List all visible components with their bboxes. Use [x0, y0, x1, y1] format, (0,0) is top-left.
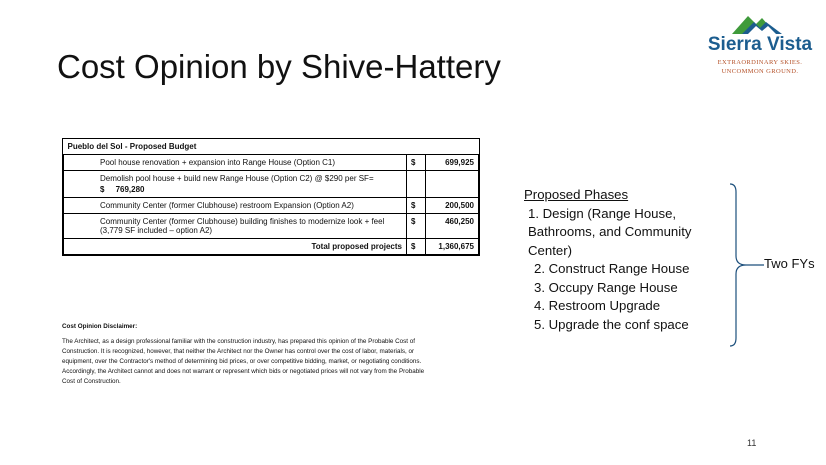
- row-currency: $: [407, 155, 426, 171]
- table-row: [64, 171, 479, 198]
- row-currency: [407, 171, 426, 198]
- budget-title: Pueblo del Sol - Proposed Budget: [64, 139, 479, 155]
- row-amount: 699,925: [426, 155, 479, 171]
- slide-title: Cost Opinion by Shive-Hattery: [57, 48, 501, 85]
- mountain-logo-icon: [700, 4, 820, 38]
- row-description: Community Center (former Clubhouse) restroom Expansion (Option A2): [64, 198, 407, 214]
- page-number: 11: [747, 438, 757, 448]
- total-row: [64, 239, 479, 255]
- logo-tagline-1: EXTRAORDINARY SKIES.: [717, 59, 803, 66]
- phase-item: 4. Restroom Upgrade: [534, 298, 661, 313]
- phases-title: Proposed Phases: [524, 187, 629, 202]
- phase-item: 2. Construct Range House: [534, 261, 690, 276]
- logo-tagline-2: UNCOMMON GROUND.: [721, 68, 799, 75]
- row-description: [64, 171, 407, 198]
- budget-title-row: [64, 139, 479, 155]
- disclaimer-text: The Architect, as a design professional familiar with the construction industry, has prepared this opinion of the Probable Cost of Construction. It is recognized, however, that neither the Architect nor the Owner has control over the cost of labor, materials, or equipment, over the Contractor's method of determining bid prices, or over competitive bidding, market, or negotiating conditions. Accordingly, the Architect cannot and does not warrant or represent which bids or negotiated prices will not vary from the Probable Cost of Construction.: [62, 338, 425, 385]
- table-row: [64, 155, 479, 171]
- phase-item: 5. Upgrade the conf space: [534, 316, 689, 332]
- row-description: Community Center (former Clubhouse) building finishes to modernize look + feel (3,779 SF included – option A2): [64, 214, 407, 239]
- row-description-amount: $ 769,280: [100, 185, 145, 194]
- row-amount: 460,250: [426, 214, 479, 239]
- row-amount: [426, 171, 479, 198]
- logo-name: Sierra Vista: [707, 34, 813, 55]
- disclaimer-title: Cost Opinion Disclaimer:: [62, 323, 138, 330]
- table-row: [64, 214, 479, 239]
- proposed-phases: [522, 186, 732, 334]
- row-description-text: Demolish pool house + build new Range House (Option C2) @ $290 per SF=: [100, 174, 374, 183]
- total-currency: $: [407, 239, 426, 255]
- budget-table: [62, 138, 480, 256]
- table-row: [64, 198, 479, 214]
- row-currency: $: [407, 214, 426, 239]
- right-brace-icon: [728, 182, 768, 348]
- phase-item: 1. Design (Range House, Bathrooms, and Community Center): [528, 205, 692, 258]
- total-label: Total proposed projects: [64, 239, 407, 255]
- two-fys-label: Two FYs: [764, 256, 815, 271]
- phase-item: 3. Occupy Range House: [534, 279, 678, 295]
- total-amount: 1,360,675: [426, 239, 479, 255]
- sierra-vista-logo: [700, 4, 820, 89]
- cost-disclaimer: [62, 322, 430, 387]
- row-amount: 200,500: [426, 198, 479, 214]
- row-currency: $: [407, 198, 426, 214]
- row-description: Pool house renovation + expansion into Range House (Option C1): [64, 155, 407, 171]
